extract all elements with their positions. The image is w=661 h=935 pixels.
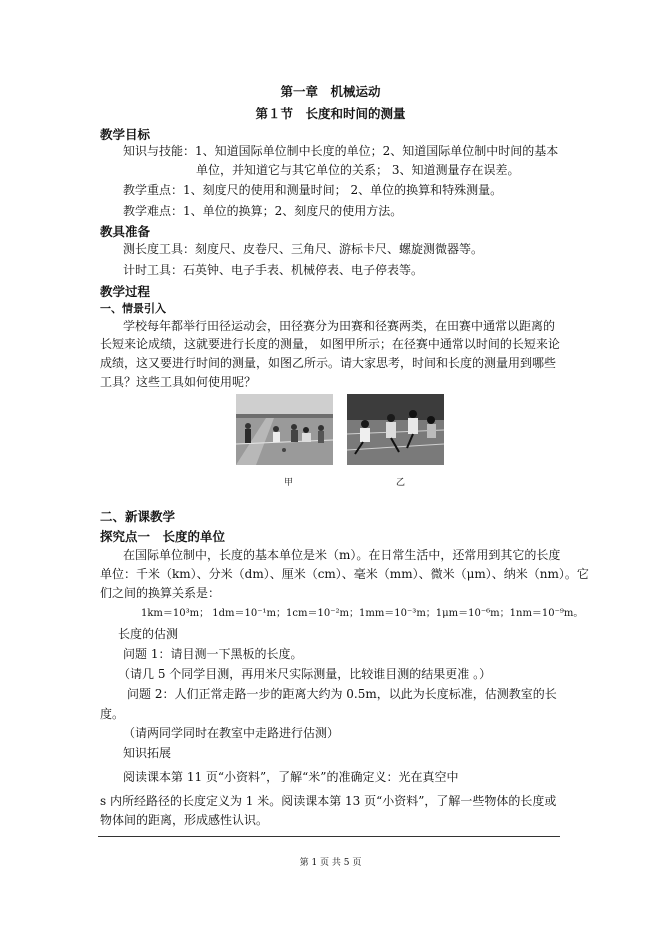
heading-explore-1: 探究点一 长度的单位 — [100, 529, 226, 544]
heading-teaching-tools: 教具准备 — [100, 224, 151, 239]
question-1-note: （请几 5 个同学目测，再用米尺实际测量，比较谁目测的结果更准 。） — [118, 667, 492, 681]
question-2-line-1: 问题 2：人们正常走路一步的距离大约为 0.5m，以此为长度标准，估测教室的长 — [127, 687, 557, 701]
reading-line-3: 物体间的距离，形成感性认识。 — [100, 813, 269, 827]
footer-divider — [98, 836, 560, 837]
key-points: 教学重点：1、刻度尺的使用和测量时间； 2、单位的换算和特殊测量。 — [123, 183, 503, 197]
photo-track-event — [347, 394, 444, 465]
heading-new-lesson: 二、新课教学 — [100, 509, 176, 524]
goal-skill-line-2: 单位，并知道它与其它单位的关系； 3、知道测量存在误差。 — [196, 163, 520, 177]
page-number: 第 1 页 共 5 页 — [299, 858, 362, 868]
question-1: 问题 1：请目测一下黑板的长度。 — [123, 647, 303, 661]
question-2-note: （请两同学同时在教室中走路进行估测） — [123, 726, 340, 740]
reading-line-1: 阅读课本第 11 页“小资料”，了解“米”的准确定义：光在真空中 — [123, 770, 459, 784]
unit-conversions: 1km＝10³m； 1dm＝10⁻¹m；1cm＝10⁻²m；1mm＝10⁻³m；1μm＝10⁻⁶m；1nm＝10⁻⁹m。 — [141, 608, 584, 619]
tools-time: 计时工具：石英钟、电子手表、机械停表、电子停表等。 — [123, 263, 424, 277]
goal-skill-line-1: 知识与技能：1、知道国际单位制中长度的单位；2、知道国际单位制中时间的基本 — [123, 144, 559, 158]
chapter-title: 第一章 机械运动 — [280, 84, 381, 99]
caption-yi: 乙 — [396, 478, 406, 488]
intro-line-3: 成绩，这又要进行时间的测量，如图乙所示。请大家思考，时间和长度的测量用到哪些 — [100, 356, 557, 370]
question-2-line-2: 度。 — [100, 707, 125, 721]
extend-heading: 知识拓展 — [123, 746, 172, 760]
unit-line-2: 单位：千米（km）、分米（dm）、厘米（cm）、毫米（mm）、微米（μm）、纳米（nm）。它 — [100, 567, 589, 581]
unit-line-1: 在国际单位制中，长度的基本单位是米（m）。在日常生活中，还常用到其它的长度 — [123, 548, 561, 562]
caption-jia: 甲 — [284, 478, 294, 488]
intro-line-1: 学校每年都举行田径运动会，田径赛分为田赛和径赛两类，在田赛中通常以距离的 — [123, 319, 556, 333]
difficult-points: 教学难点：1、单位的换算；2、刻度尺的使用方法。 — [123, 204, 403, 218]
heading-scenario-intro: 一、情景引入 — [100, 302, 166, 315]
section-title: 第１节 长度和时间的测量 — [255, 106, 406, 121]
unit-line-3: 们之间的换算关系是： — [100, 586, 221, 600]
reading-line-2: s 内所经路径的长度定义为 1 米。阅读课本第 13 页“小资料”，了解一些物体的长度或 — [100, 794, 557, 808]
estimate-heading: 长度的估测 — [118, 627, 179, 641]
heading-teaching-process: 教学过程 — [100, 284, 151, 299]
photo-field-event — [236, 394, 333, 465]
intro-line-4: 工具？这些工具如何使用呢？ — [100, 375, 257, 389]
intro-line-2: 长短来论成绩，这就要进行长度的测量， 如图甲所示；在径赛中通常以时间的长短来论 — [100, 337, 560, 351]
tools-length: 测长度工具：刻度尺、皮卷尺、三角尺、游标卡尺、螺旋测微器等。 — [123, 242, 484, 256]
heading-teaching-goals: 教学目标 — [100, 127, 151, 142]
